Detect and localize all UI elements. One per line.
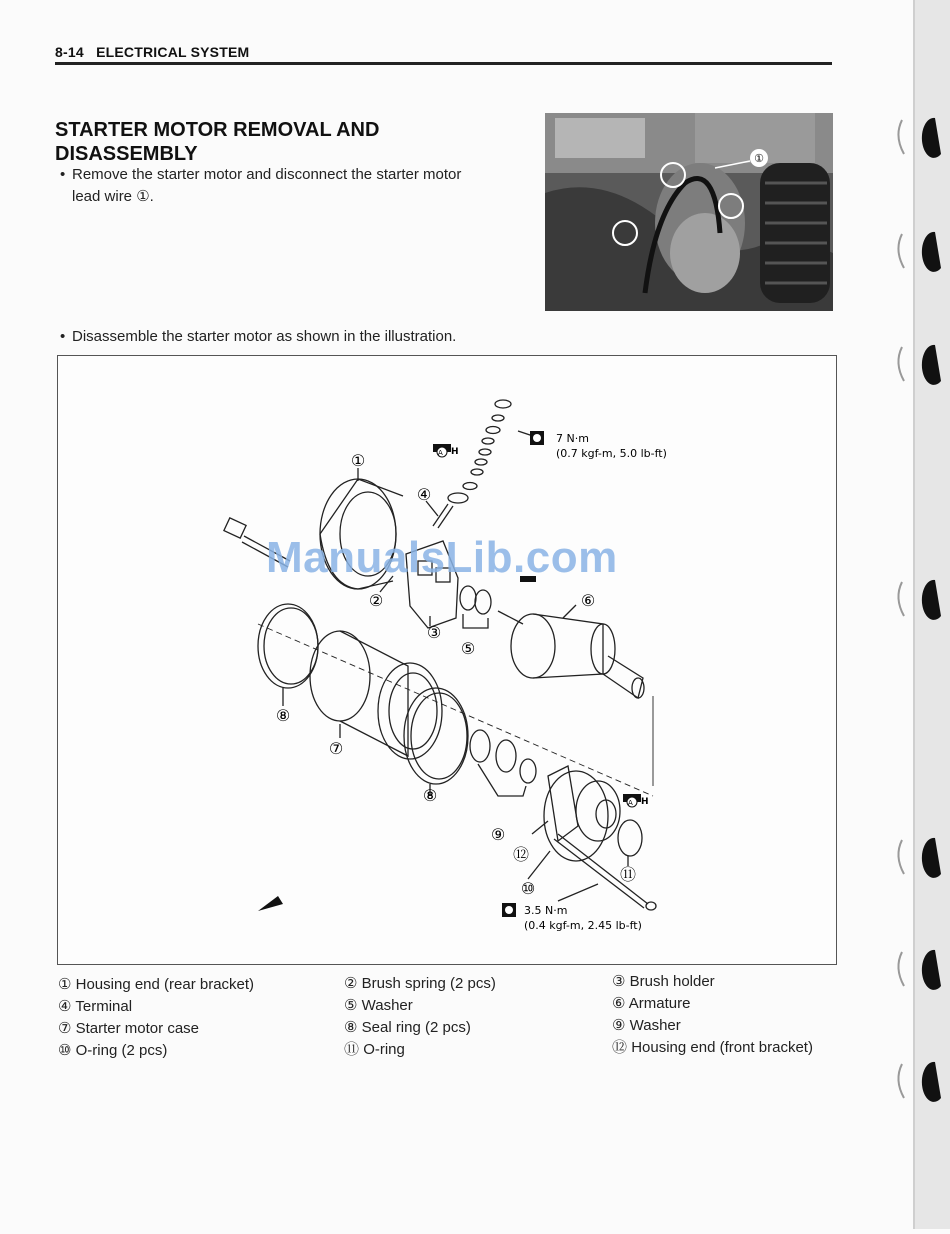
legend-num: ① [58, 976, 72, 993]
legend-text: Housing end (front bracket) [631, 1039, 813, 1056]
heading-line-2: DISASSEMBLY [55, 143, 198, 165]
callout-10: ⑩ [520, 879, 536, 898]
legend-text: O-ring [363, 1041, 405, 1058]
callout-2: ② [368, 591, 384, 610]
bullet-disassemble: • Disassemble the starter motor as shown in the illustration. [60, 328, 457, 345]
torque1-detail: (0.7 kgf-m, 5.0 lb-ft) [556, 447, 667, 460]
page-header [55, 44, 249, 60]
callout-11: ⑪ [619, 865, 637, 884]
legend-item [344, 973, 496, 995]
callout-8a: ⑧ [275, 706, 291, 725]
page-number: 8-14 [55, 44, 84, 60]
legend-item [612, 971, 715, 993]
legend-item [58, 974, 254, 996]
legend-item [612, 993, 690, 1015]
legend-num: ⑥ [612, 995, 626, 1012]
legend-item [344, 1017, 471, 1039]
legend-text: Brush spring (2 pcs) [361, 975, 496, 992]
grease-h-top: H [451, 447, 459, 457]
callout-5: ⑤ [460, 639, 476, 658]
legend-item [58, 996, 132, 1018]
front-arrow-icon [258, 896, 283, 911]
legend-text: Seal ring (2 pcs) [361, 1019, 471, 1036]
legend-item [58, 1040, 167, 1062]
legend-text: Housing end (rear bracket) [75, 976, 255, 993]
bullet-text-1a: Remove the starter motor and disconnect the starter motor [72, 166, 462, 183]
section-heading [55, 118, 475, 166]
section-title: ELECTRICAL SYSTEM [96, 44, 250, 60]
legend-num: ⑩ [58, 1042, 72, 1059]
legend-num: ⑨ [612, 1017, 626, 1034]
legend-num: ⑫ [612, 1039, 628, 1056]
bullet-remove-motor: • Remove the starter motor and disconnect the starter motor lead wire ①. [60, 164, 522, 208]
legend-text: O-ring (2 pcs) [75, 1042, 168, 1059]
legend-num: ⑦ [58, 1020, 72, 1037]
header-rule [55, 62, 832, 65]
engine-photo [545, 113, 833, 311]
legend-num: ⑪ [344, 1041, 360, 1058]
watermark: ManualsLib.com [266, 533, 618, 582]
legend-text: Armature [628, 995, 691, 1012]
callout-3: ③ [426, 623, 442, 642]
bullet-text-2: Disassemble the starter motor as shown in the illustration. [72, 328, 457, 345]
callout-4: ④ [416, 485, 432, 504]
legend-item [344, 995, 413, 1017]
legend-num: ③ [612, 973, 626, 990]
torque1-value: 7 N·m [556, 432, 589, 445]
photo-callout-1: ① [754, 153, 764, 165]
callout-7: ⑦ [328, 739, 344, 758]
grease-code-top: A [438, 449, 443, 457]
grease-h-bottom: H [641, 797, 649, 807]
legend-num: ④ [58, 998, 72, 1015]
legend-item [344, 1039, 405, 1061]
torque2-value: 3.5 N·m [524, 904, 568, 917]
bullet-text-1b: lead wire ①. [72, 188, 154, 205]
callout-8b: ⑧ [422, 786, 438, 805]
exploded-diagram [57, 355, 837, 965]
legend-item [612, 1015, 681, 1037]
binding-edge [880, 0, 950, 1229]
callout-9: ⑨ [490, 825, 506, 844]
legend-num: ② [344, 975, 358, 992]
callout-1: ① [350, 451, 366, 470]
legend-item [58, 1018, 199, 1040]
legend-num: ⑧ [344, 1019, 358, 1036]
legend-text: Brush holder [629, 973, 715, 990]
legend-num: ⑤ [344, 997, 358, 1014]
callout-12: ⑫ [512, 845, 530, 864]
legend-text: Washer [629, 1017, 681, 1034]
legend-text: Starter motor case [75, 1020, 200, 1037]
grease-code-bottom: A [628, 799, 633, 807]
legend-text: Terminal [75, 998, 133, 1015]
legend-item [612, 1037, 813, 1059]
torque2-detail: (0.4 kgf-m, 2.45 lb-ft) [524, 919, 642, 932]
callout-6: ⑥ [580, 591, 596, 610]
heading-line-1: STARTER MOTOR REMOVAL AND [55, 119, 380, 141]
legend-text: Washer [361, 997, 413, 1014]
